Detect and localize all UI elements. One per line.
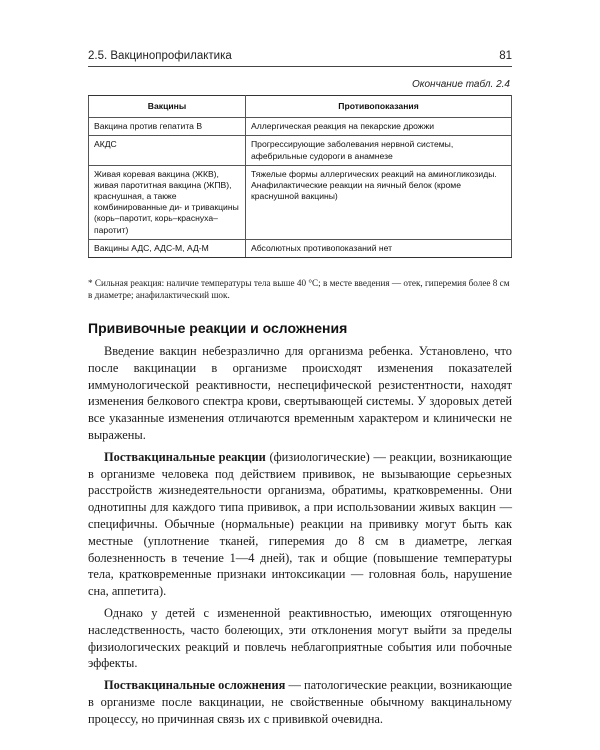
term-postvaccinal-complications: Поствакцинальные осложнения [104, 678, 286, 693]
table-cell-vaccine: АКДС [89, 136, 246, 165]
paragraph [88, 449, 512, 600]
table-cell-contraindication: Абсолютных противопоказаний нет [246, 239, 512, 257]
page-number: 81 [499, 50, 512, 62]
term-postvaccinal-reactions: Поствакцинальные реакции [104, 449, 266, 464]
table-row [89, 239, 512, 257]
table-caption: Окончание табл. 2.4 [412, 79, 510, 90]
vaccine-contraindications-table [88, 95, 512, 258]
paragraph-text: — патологические реакции, возникающие в организме после вакцинации, не свойственные обычному вакцинальному процессу, но причинная связь их с прививкой очевидна. [88, 678, 512, 726]
table-cell-contraindication: Прогрессирующие заболевания нервной системы, афебрильные судороги в анамнезе [246, 136, 512, 165]
table-row [89, 118, 512, 136]
table-header-row [89, 96, 512, 118]
body-text [88, 343, 512, 733]
paragraph [88, 677, 512, 727]
table-footnote: * Сильная реакция: наличие температуры тела выше 40 °С; в месте введения — отек, гиперемия более 8 см в диаметре; анафилактический шок. [88, 278, 510, 301]
running-head-section: 2.5. Вакцинопрофилактика [88, 50, 232, 62]
table-cell-vaccine: Вакцина против гепатита В [89, 118, 246, 136]
paragraph-text: Введение вакцин небезразлично для организма ребенка. Установлено, что после вакцинации в организме происходят изменения показателей иммунологической реактивности, неспецифической резистентности, находят изменения белкового спектра крови, свертывающей системы. У здоровых детей все указанные изменения отличаются временным характером и клинически не выражены. [88, 344, 512, 442]
table-cell-contraindication: Тяжелые формы аллергических реакций на аминогликозиды. Анафилактические реакции на яичный белок (кроме краснушной вакцины) [246, 165, 512, 239]
paragraph-text: (физиологические) — реакции, возникающие в организме человека под действием прививок, не вызывающие серьезных расстройств жизнедеятельности организма, обратимы, кратковременны. Они однотипны для каждого типа прививок, а при использовании живых вакцин — специфичны. Обычные (нормальные) реакции на прививку могут быть как местные (уплотнение тканей, гиперемия до 8 см в диаметре, легкая болезненность в течение 1—4 дней), так и общие (повышение температуры тела, кратковременные признаки интоксикации — головная боль, нарушение сна, аппетита). [88, 449, 512, 599]
table-cell-vaccine: Живая коревая вакцина (ЖКВ), живая паротитная вакцина (ЖПВ), краснушная, а также комбинированные ди- и тривакцины (корь–паротит, корь–краснуха–паротит) [89, 165, 246, 239]
column-header-contraindications: Противопоказания [246, 96, 512, 118]
column-header-vaccines: Вакцины [89, 96, 246, 118]
section-heading: Прививочные реакции и осложнения [88, 320, 348, 336]
header-rule [88, 66, 512, 67]
table-cell-contraindication: Аллергическая реакция на пекарские дрожжи [246, 118, 512, 136]
running-head [88, 50, 512, 62]
paragraph-text: Однако у детей с измененной реактивностью, имеющих отягощенную наследственность, часто болеющих, эти отклонения могут выйти за пределы физиологических реакций и повлечь неблагоприятные события или побочные эффекты. [88, 605, 512, 671]
table-cell-vaccine: Вакцины АДС, АДС-М, АД-М [89, 239, 246, 257]
paragraph [88, 605, 512, 672]
table-row [89, 165, 512, 239]
table-row [89, 136, 512, 165]
paragraph [88, 343, 512, 444]
